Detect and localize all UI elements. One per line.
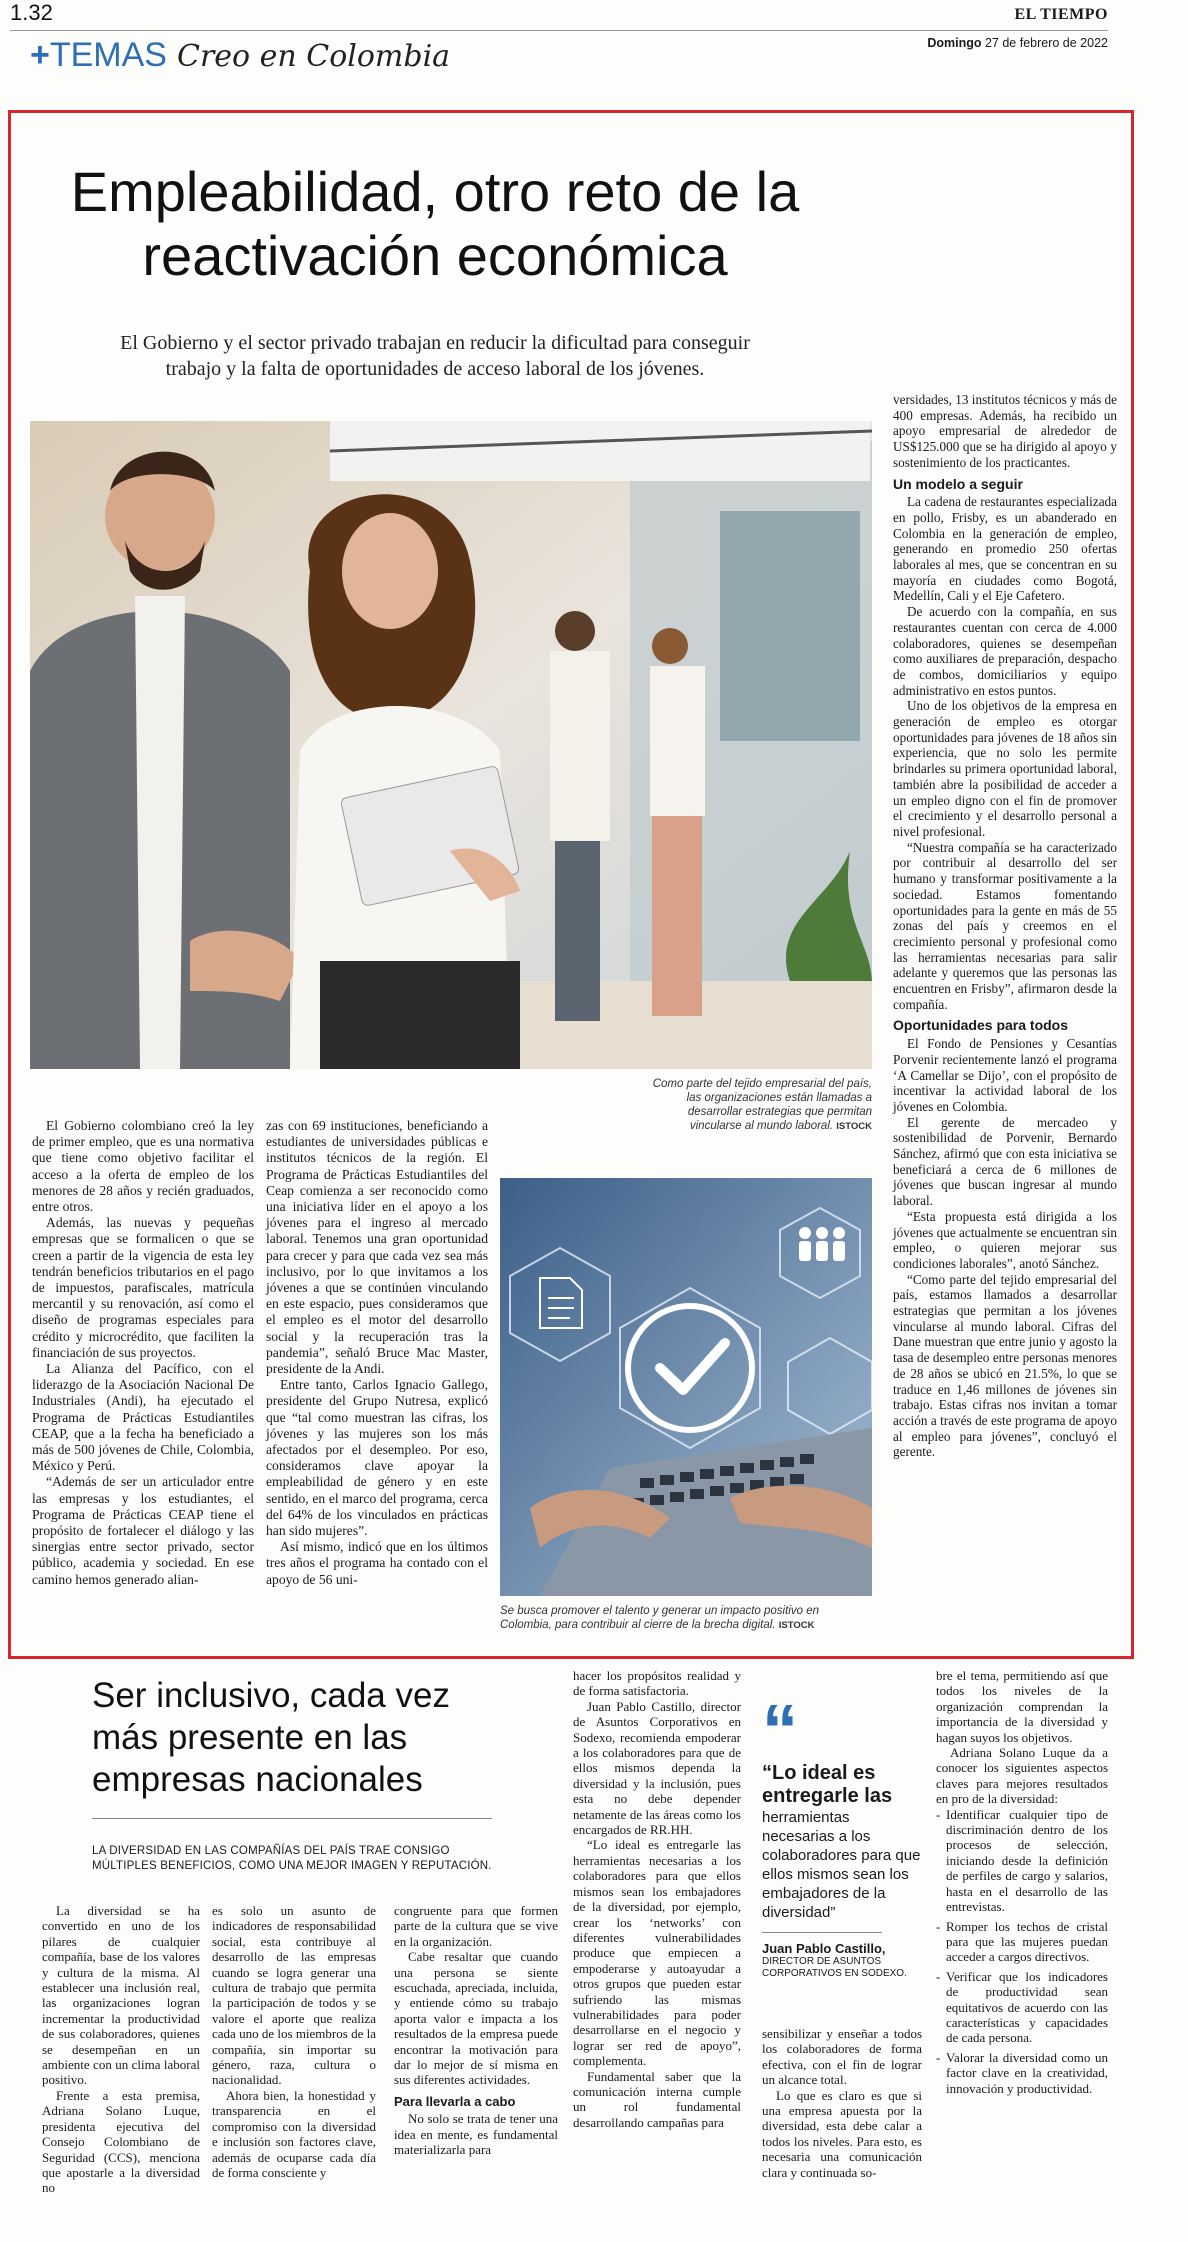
deck-line-1: El Gobierno y el sector privado trabajan en reducir la dificultad para conseguir xyxy=(120,332,750,354)
header-rule xyxy=(10,30,1108,31)
photo1-caption: Como parte del tejido empresarial del país, las organizaciones están llamadas a desarrollar estrategias que permitan vincularse al mundo laboral. xyxy=(652,1078,872,1132)
section-name: TEMAS xyxy=(49,36,167,74)
office-photo xyxy=(30,421,872,1069)
second-article-column-3 xyxy=(394,1903,558,2158)
second-article-column-4 xyxy=(573,1668,741,2130)
list-item: - Identificar cualquier tipo de discriminación dentro de los procesos de selección, iniciando desde la definición de perfiles de cargo y salarios, hasta en el desarrollo de las entrevistas. xyxy=(936,1807,1108,1915)
photo2-caption: Se busca promover el talento y generar un impacto positivo en Colombia, para contribuir al cierre de la brecha digital. xyxy=(500,1605,819,1631)
photo1-caption-block xyxy=(640,1077,872,1134)
deck-line-2: trabajo y la falta de oportunidades de acceso laboral de los jóvenes. xyxy=(165,358,705,380)
key-aspects-list xyxy=(936,1807,1108,2096)
main-headline xyxy=(30,160,840,288)
paragraph: No solo se trata de tener una idea en mente, es fundamental materializarla para xyxy=(394,2111,558,2158)
issue-day: Domingo xyxy=(927,36,982,50)
quote-rule xyxy=(762,1932,882,1933)
section-plus: + xyxy=(30,36,50,74)
paragraph: zas con 69 instituciones, beneficiando a estudiantes de universidades públicas e institutos técnicos de la región. El Programa de Prácticas Estudiantiles del Ceap comienza a ser reconocido como una iniciativa líder en el apoyo a los jóvenes para el ingreso al mercado laboral. Tenemos una gran oportunidad para crecer y para que cada vez sea más inclusivo, por lo que invitamos a los jóvenes a que se continúen vinculando en este espacio, pues consideramos que el empleo es el motor del desarrollo social y la recuperación tras la pandemia”, señaló Bruce Mac Master, presidente de la Andi. xyxy=(266,1118,488,1377)
paragraph: congruente para que formen parte de la cultura que se vive en la organización. xyxy=(394,1903,558,1949)
page-number: 1.32 xyxy=(10,0,53,25)
paragraph: Frente a esta premisa, Adriana Solano Luque, presidenta ejecutiva del Consejo Colombiano de Seguridad (CCS), menciona que apostarle a la diversidad no xyxy=(42,2087,200,2196)
paragraph: El gerente de mercadeo y sostenibilidad de Porvenir, Bernardo Sánchez, afirmó que con esta iniciativa se beneficiará a cerca de 6 millones de jóvenes que buscan ingresar al mundo laboral. xyxy=(893,1114,1117,1209)
issue-date-rest: 27 de febrero de 2022 xyxy=(981,36,1108,50)
list-item: - Romper los techos de cristal para que las mujeres puedan acceder a cargos directivos. xyxy=(936,1919,1108,1965)
laptop-photo xyxy=(500,1178,872,1596)
paragraph: “Como parte del tejido empresarial del país, estamos llamados a desarrollar estrategias que permitan a los jóvenes vincularse al mundo laboral. Cifras del Dane muestran que entre junio y agosto la tasa de desempleo entre personas menores de 28 años se ubicó en 21.5%, lo que se traduce en 1,46 millones de jóvenes sin trabajo. Estas cifras nos invitan a tomar acción a través de este programa de apoyo al empleo para jóvenes”, concluyó el gerente. xyxy=(893,1271,1117,1460)
main-deck xyxy=(30,330,840,382)
paragraph: Cabe resaltar que cuando una persona se siente escuchada, apreciada, incluida, y entiende cómo su trabajo aporta valor e impacta a los resultados de la empresa puede encontrar la motivación para dar lo mejor de sí misma en sus diferentes actividades. xyxy=(394,1949,558,2088)
quote-text: herramientas necesarias a los colaboradores para que ellos mismos sean los embajadores de la diversidad” xyxy=(762,1809,921,1921)
subhead-opportunities: Oportunidades para todos xyxy=(893,1017,1069,1034)
list-item: - Valorar la diversidad como un factor clave en la creatividad, innovación y productividad. xyxy=(936,2050,1108,2096)
paragraph: sensibilizar y enseñar a todos los colaboradores de forma efectiva, con el fin de lograr un alcance total. xyxy=(762,2026,922,2088)
paragraph: Entre tanto, Carlos Ignacio Gallego, presidente del Grupo Nutresa, explicó que “tal como muestran las cifras, los jóvenes y las mujeres son los más afectados por el desempleo. Por eso, consideramos clave apoyar la empleabilidad de género y en este sentido, en el marco del programa, cerca del 64% de los vinculados en prácticas han sido mujeres”. xyxy=(266,1377,488,1539)
subhead-model: Un modelo a seguir xyxy=(893,475,1023,492)
section-label xyxy=(30,36,450,75)
second-headline-line-3: empresas nacionales xyxy=(92,1760,423,1799)
quote-icon: “ xyxy=(762,1691,798,1771)
second-headline-line-2: más presente en las xyxy=(92,1718,408,1757)
main-article-column-2 xyxy=(266,1118,488,1588)
paragraph: Uno de los objetivos de la empresa en generación de empleo es otorgar oportunidades para jóvenes de 18 años sin experiencia, que no solo les permite brindarles su primera oportunidad laboral, también abre la posibilidad de acceder a un empleo digno con el fin de promover el crecimiento y el desarrollo personal a nivel profesional. xyxy=(893,698,1117,839)
issue-date xyxy=(927,36,1108,50)
newspaper-name: EL TIEMPO xyxy=(1014,6,1108,23)
quote-text-bold: “Lo ideal es entregarle las xyxy=(762,1762,893,1807)
second-article-column-5 xyxy=(762,2026,922,2180)
subhead-carry-out: Para llevarla a cabo xyxy=(394,2093,516,2109)
paragraph: “Esta propuesta está dirigida a los jóvenes que actualmente se encuentran sin empleo, o quieren mejorar sus condiciones laborales”, anotó Sánchez. xyxy=(893,1208,1117,1271)
paragraph: Además, las nuevas y pequeñas empresas que se formalicen o que se creen a partir de la vigencia de esta ley tendrán beneficios tributarios en el pago de impuestos, parafiscales, matrícula mercantil y su renovación, así como el diseño de programas especiales para crédito y microcrédito, que faciliten la financiación de sus proyectos. xyxy=(32,1215,254,1360)
paragraph: De acuerdo con la compañía, en sus restaurantes cuentan con cerca de 4.000 colaboradores, quienes se desempeñan como auxiliares de preparación, despacho de combos, domiciliarios y equipo administrativo en estos puntos. xyxy=(893,604,1117,698)
paragraph: La diversidad se ha convertido en uno de los pilares de cualquier compañía, base de los valores y cultura de la misma. Al establecer una inclusión real, las organizaciones logran incrementar la productividad de sus colaboradores, quienes se desempeñan en un ambiente con un clima laboral positivo. xyxy=(42,1903,200,2088)
list-item: - Verificar que los indicadores de productividad sean equitativos de acuerdo con las características y capacidades de cada persona. xyxy=(936,1969,1108,2046)
photo1-credit: ISTOCK xyxy=(836,1121,872,1132)
paragraph: versidades, 13 institutos técnicos y más de 400 empresas. Además, ha recibido un apoyo empresarial de alrededor de US$125.000 que se ha dirigido al apoyo y sostenimiento de los practicantes. xyxy=(893,392,1117,470)
headline-line-2: reactivación económica xyxy=(142,224,728,287)
second-headline xyxy=(92,1675,512,1801)
paragraph: La cadena de restaurantes especializada en pollo, Frisby, es un abanderado en Colombia en la generación de empleo, generando en promedio 250 ofertas laborales al mes, que se concentran en su mayoría en ciudades como Bogotá, Medellín, Cali y el Eje Cafetero. xyxy=(893,494,1117,604)
second-headline-rule xyxy=(92,1818,492,1819)
paragraph: Adriana Solano Luque da a conocer los siguientes aspectos claves para mejores resultados en pro de la diversidad: xyxy=(936,1745,1108,1807)
paragraph: hacer los propósitos realidad y de forma satisfactoria. xyxy=(573,1668,741,1699)
photo2-caption-block xyxy=(500,1604,872,1633)
headline-line-1: Empleabilidad, otro reto de la xyxy=(70,160,800,223)
second-article-column-2 xyxy=(212,1903,376,2180)
quote-author-role: DIRECTOR DE ASUNTOS CORPORATIVOS EN SODEXO. xyxy=(762,1956,907,1979)
main-article-column-1 xyxy=(32,1118,254,1588)
second-headline-line-1: Ser inclusivo, cada vez xyxy=(92,1676,450,1715)
paragraph: es solo un asunto de indicadores de responsabilidad social, esta contribuye al desarrollo de las empresas cuando se logra generar una cultura de trabajo que permita la participación de todos y se valore el aporte que realiza cada uno de los miembros de la compañía, sin importar su género, raza, cultura o nacionalidad. xyxy=(212,1903,376,2088)
paragraph: Ahora bien, la honestidad y transparencia en el compromiso con la diversidad e inclusión son factores clave, además de ocuparse cada día de forma consciente y xyxy=(212,2087,376,2180)
photo2-credit: ISTOCK xyxy=(778,1620,815,1631)
paragraph: Juan Pablo Castillo, director de Asuntos Corporativos en Sodexo, recomienda empoderar a los colaboradores para que de ellos mismos dependa la diversidad y la inclusión, pues esta no debe depender netamente de las áreas como los encargados de RR.HH. xyxy=(573,1698,741,1838)
subsection-name: Creo en Colombia xyxy=(176,39,451,74)
people-icon xyxy=(799,1227,845,1261)
office-photo-illustration xyxy=(30,421,872,1069)
paragraph: Fundamental saber que la comunicación interna cumple un rol fundamental desarrollando campañas para xyxy=(573,2068,741,2130)
second-deck xyxy=(92,1844,552,1874)
paragraph: Lo que es claro es que si una empresa apuesta por la diversidad, esta debe calar a todos los niveles. Para esto, es necesaria una comunicación clara y continuada so- xyxy=(762,2087,922,2180)
second-article-column-6 xyxy=(936,1668,1108,2100)
laptop-photo-illustration xyxy=(500,1178,872,1596)
paragraph: “Además de ser un articulador entre las empresas y los estudiantes, el Programa de Prácticas CEAP tiene el propósito de fortalecer el diálogo y las sinergias entre sector privado, sector público, academia y sociedad. En ese camino hemos generado alian- xyxy=(32,1474,254,1587)
paragraph: bre el tema, permitiendo así que todos los niveles de la organización comprendan la importancia de la diversidad y hagan suyos los objetivos. xyxy=(936,1668,1108,1745)
paragraph: El Gobierno colombiano creó la ley de primer empleo, que es una normativa que tiene como objetivo facilitar el acceso a la oferta de empleo de los menores de 28 años y recién graduados, entre otros. xyxy=(32,1118,254,1215)
paragraph: “Lo ideal es entregarle las herramientas necesarias a los colaboradores para que ellos mismos sean los embajadores de la diversidad, por ejemplo, crear los ‘networks’ con diferentes vulnerabilidades produce que empiecen a empoderarse y autoayudar a otros grupos que pueden estar sufriendo las mismas vulnerabilidades para poder desarrollarse en el negocio y lograr ser red de apoyo”, complementa. xyxy=(573,1837,741,2069)
paragraph: “Nuestra compañía se ha caracterizado por contribuir al desarrollo del ser humano y transformar positivamente a la sociedad. Estamos fomentando oportunidades para la gente en más de 55 zonas del país y creemos en el crecimiento personal y profesional como las herramientas necesarias para salir adelante y queremos que las personas las encuentren en Frisby”, afirmaron desde la compañía. xyxy=(893,839,1117,1012)
second-deck-line-2: MÚLTIPLES BENEFICIOS, COMO UNA MEJOR IMAGEN Y REPUTACIÓN. xyxy=(92,1860,492,1872)
second-deck-line-1: LA DIVERSIDAD EN LAS COMPAÑÍAS DEL PAÍS TRAE CONSIGO xyxy=(92,1845,450,1857)
paragraph: Así mismo, indicó que en los últimos tres años el programa ha contado con el apoyo de 56 uni- xyxy=(266,1539,488,1587)
second-article-column-1 xyxy=(42,1903,200,2196)
paragraph: La Alianza del Pacífico, con el liderazgo de la Asociación Nacional De Industriales (Andi), ha ejecutado el Programa de Prácticas Estudiantiles CEAP, que a la fecha ha beneficiado a más de 500 jóvenes de Chile, Colombia, México y Perú. xyxy=(32,1361,254,1474)
quote-author: Juan Pablo Castillo, xyxy=(762,1941,886,1956)
paragraph: El Fondo de Pensiones y Cesantías Porvenir recientemente lanzó el programa ‘A Camellar se Dijo’, con el propósito de incentivar la actividad laboral de los jóvenes en Colombia. xyxy=(893,1036,1117,1114)
main-article-column-3 xyxy=(893,392,1117,1460)
pull-quote xyxy=(762,1691,922,1980)
